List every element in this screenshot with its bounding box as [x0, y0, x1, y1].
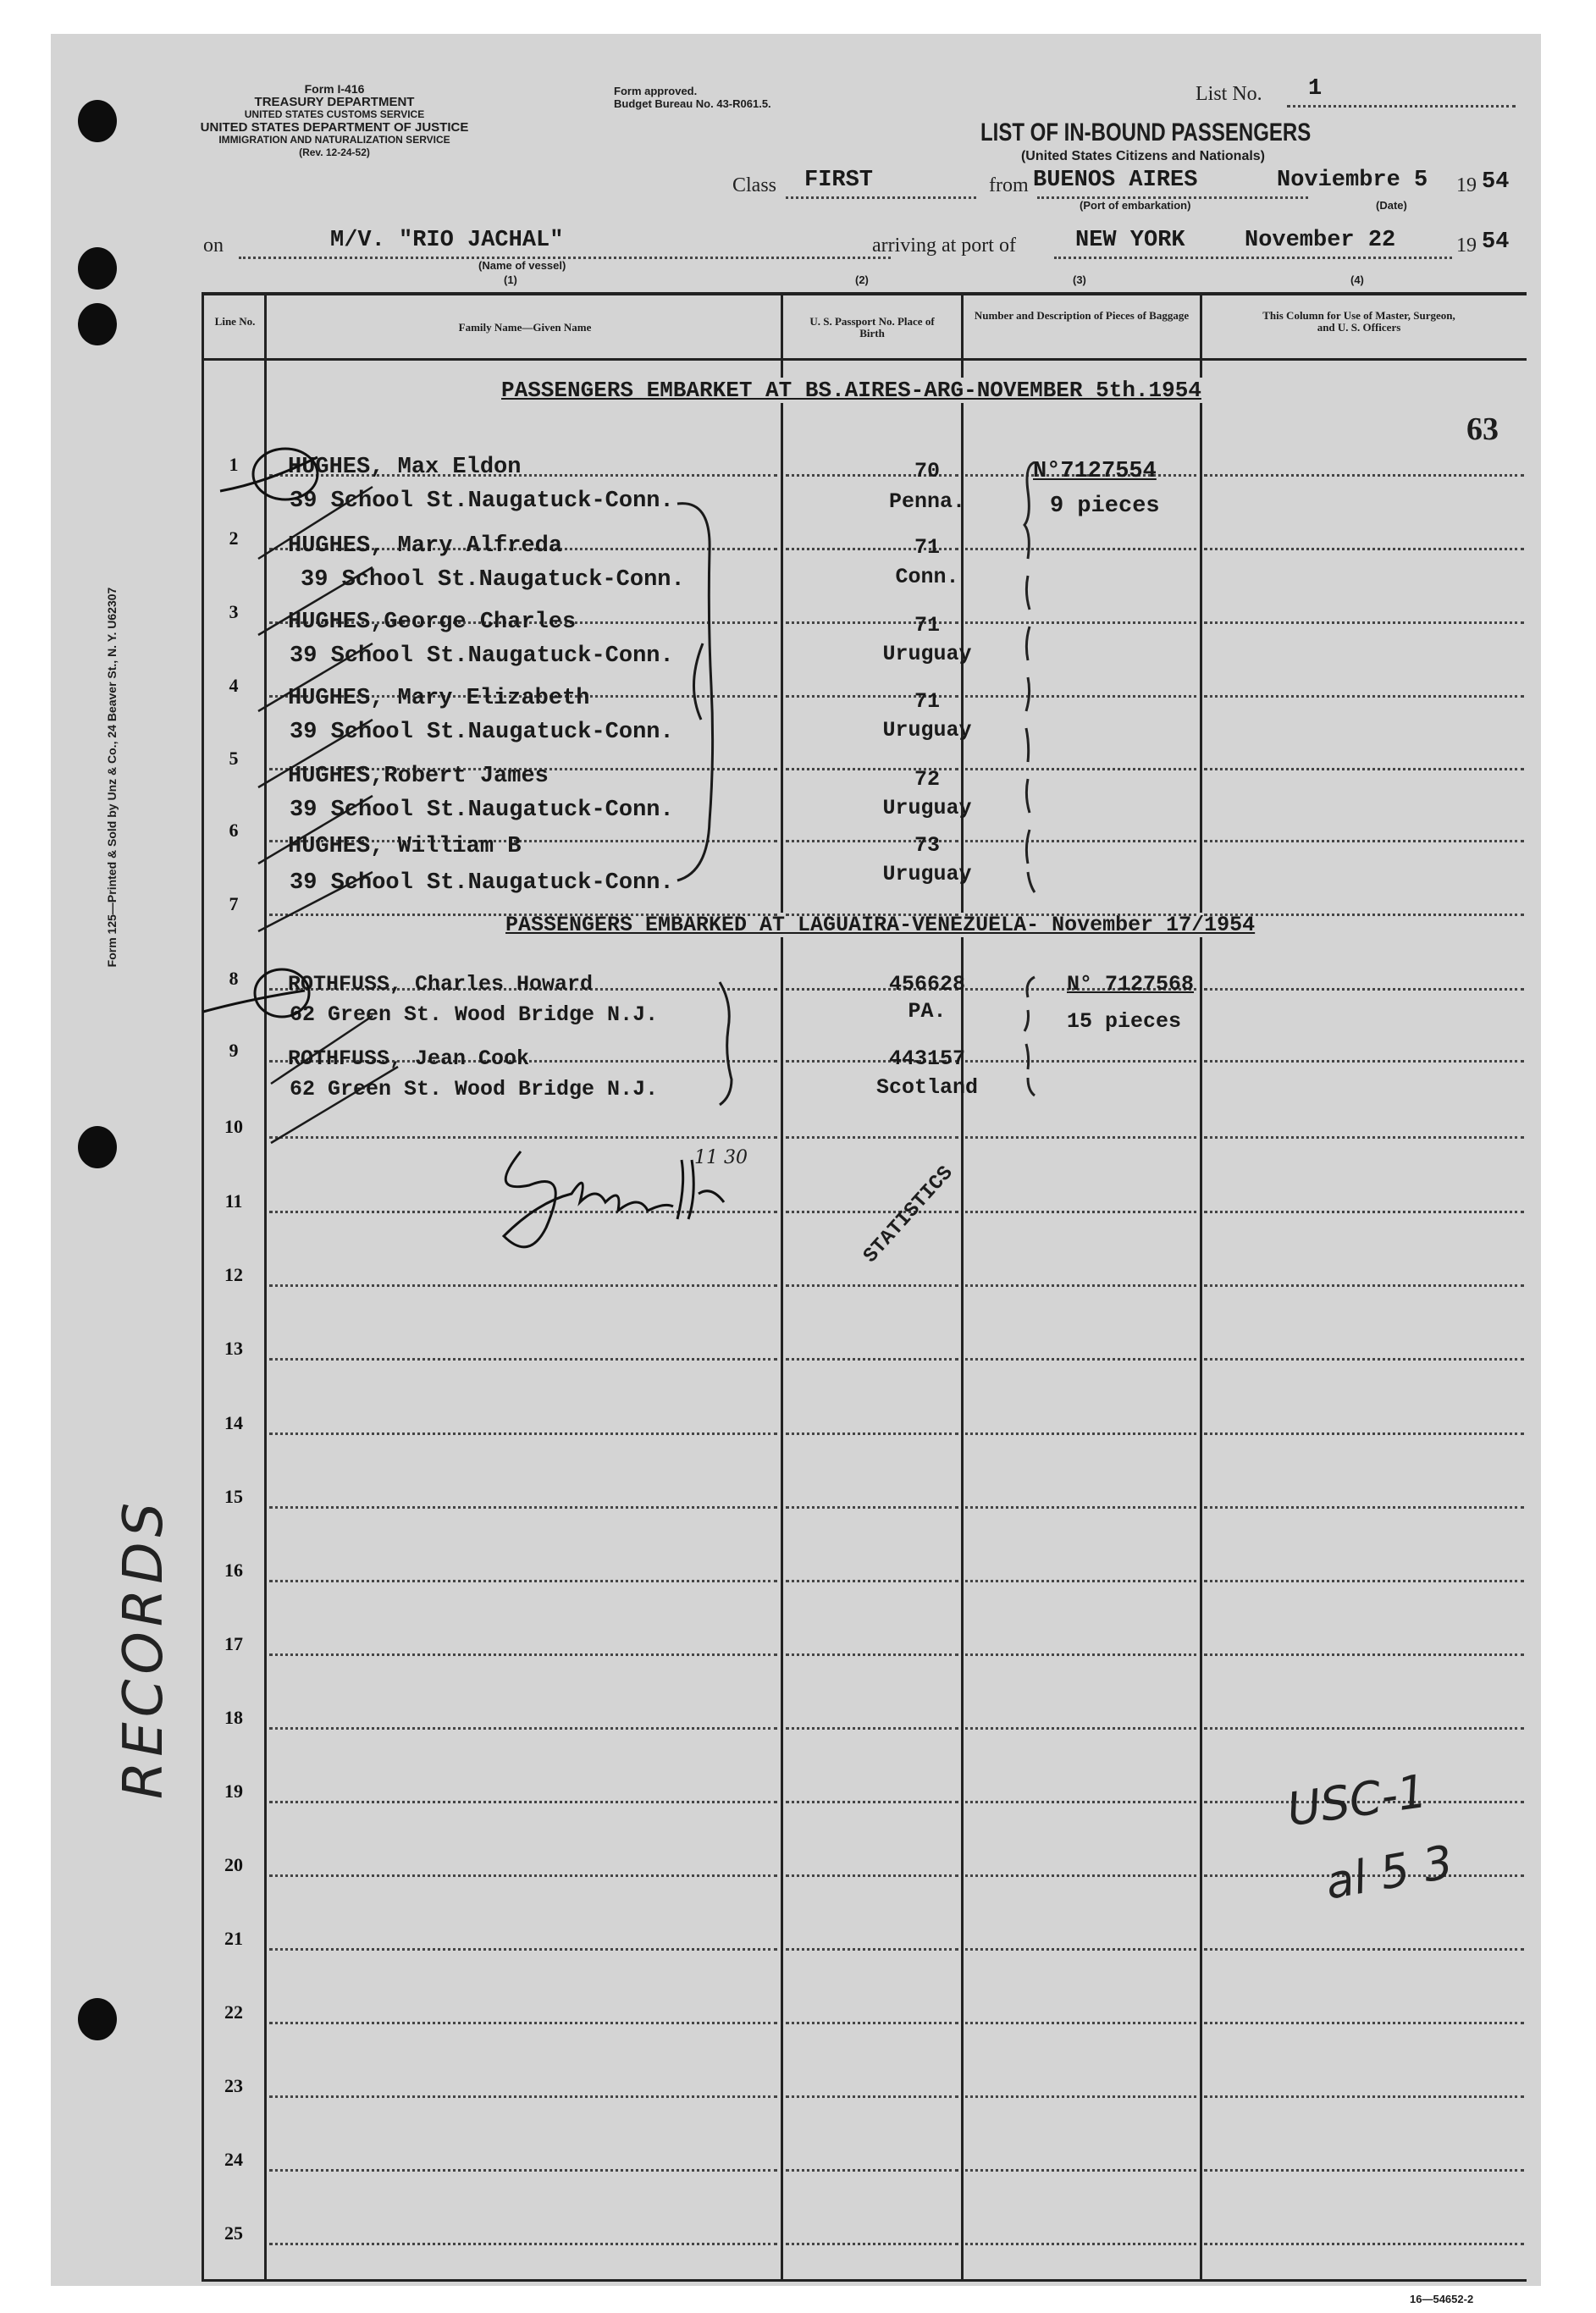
arrival-date: November 22 [1245, 228, 1396, 253]
class-value: FIRST [804, 168, 874, 193]
row-dotted-line [965, 1874, 1196, 1877]
list-no-value: 1 [1308, 76, 1323, 102]
row-dotted-line [965, 1284, 1196, 1287]
row-dotted-line [1204, 695, 1524, 698]
baggage-brace-2 [1016, 972, 1041, 1099]
row-dotted-line [1204, 1136, 1524, 1139]
baggage-1-number: N°7127554 [1033, 459, 1157, 484]
passenger-3-address: 39 School St.Naugatuck-Conn. [290, 643, 674, 669]
row-dotted-line [1204, 1727, 1524, 1730]
budget-bureau: Budget Bureau No. 43-R061.5. [614, 97, 771, 110]
line-number: 17 [224, 1633, 243, 1654]
punch-hole [78, 1998, 117, 2040]
year-prefix-2: 19 [1456, 235, 1477, 257]
passenger-5-name: HUGHES,Robert James [288, 764, 549, 789]
row-dotted-line [1204, 2022, 1524, 2024]
row-dotted-line [786, 1874, 958, 1877]
passenger-8-address: 62 Green St. Wood Bridge N.J. [290, 1077, 659, 1101]
row-dotted-line [965, 1801, 1196, 1803]
row-dotted-line [1204, 1433, 1524, 1435]
row-dotted-line [1204, 2243, 1524, 2245]
row-dotted-line [1204, 1580, 1524, 1582]
baggage-col-border [1200, 292, 1202, 2282]
baggage-brace-1 [1016, 457, 1041, 897]
baggage-2-number: N° 7127568 [1067, 972, 1195, 996]
row-dotted-line [269, 2243, 777, 2245]
row-dotted-line [1204, 1358, 1524, 1361]
form-number: Form I-416 [304, 82, 365, 96]
caption-2: (2) [855, 273, 869, 286]
caption-3: (3) [1073, 273, 1086, 286]
header-name: Family Name—Given Name [458, 321, 592, 334]
passenger-4-name: HUGHES, Mary Elizabeth [288, 686, 590, 711]
port-of-arrival: NEW YORK [1075, 228, 1185, 253]
line-number: 10 [224, 1116, 243, 1137]
row-dotted-line [786, 1433, 958, 1435]
passenger-2-name: HUGHES, Mary Alfreda [288, 533, 563, 559]
row-dotted-line [965, 1506, 1196, 1509]
handwritten-note-1: USC-1 [1284, 1764, 1430, 1837]
row-dotted-line [1204, 2095, 1524, 2098]
page-subtitle: (United States Citizens and Nationals) [1020, 149, 1266, 163]
row-dotted-line [269, 1653, 777, 1656]
passenger-5-address: 39 School St.Naugatuck-Conn. [290, 798, 674, 823]
family-brace-2 [703, 978, 754, 1113]
row-dotted-line [269, 2022, 777, 2024]
row-dotted-line [786, 2169, 958, 2172]
line-number: 18 [224, 1707, 243, 1728]
year-1: 54 [1482, 169, 1510, 195]
row-dotted-line [965, 1433, 1196, 1435]
passenger-7-birth: PA. [908, 999, 947, 1024]
row-dotted-line [1204, 1284, 1524, 1287]
row-dotted-line [965, 2243, 1196, 2245]
line-number: 13 [224, 1338, 243, 1359]
line-number: 20 [224, 1854, 243, 1875]
vessel-caption: (Name of vessel) [478, 259, 566, 272]
passenger-2-passport: 71 [914, 535, 940, 560]
row-dotted-line [269, 1727, 777, 1730]
line-number: 7 [229, 893, 239, 914]
date-caption: (Date) [1376, 199, 1407, 212]
name-col-border [781, 292, 783, 2282]
year-prefix-1: 19 [1456, 174, 1477, 196]
line-number: 25 [224, 2222, 243, 2244]
passenger-6-birth: Uruguay [882, 862, 972, 886]
row-dotted-line [965, 2169, 1196, 2172]
line-number: 6 [229, 820, 239, 841]
line-number: 2 [229, 527, 239, 549]
agency-block [195, 83, 474, 159]
customs-service: UNITED STATES CUSTOMS SERVICE [244, 108, 425, 120]
year-2: 54 [1482, 229, 1510, 255]
row-dotted-line [1204, 840, 1524, 842]
row-dotted-line [965, 1136, 1196, 1139]
row-dotted-line [786, 2095, 958, 2098]
row-dotted-line [786, 1358, 958, 1361]
section-header-1: PASSENGERS EMBARKET AT BS.AIRES-ARG-NOVEMBER 5th.1954 [501, 378, 1201, 403]
passenger-8-birth: Scotland [875, 1075, 979, 1100]
row-dotted-line [269, 1284, 777, 1287]
punch-hole [78, 1126, 117, 1168]
passport-col-border [961, 292, 964, 2282]
row-dotted-line [786, 2243, 958, 2245]
vessel-name: M/V. "RIO JACHAL" [330, 228, 564, 253]
line-number: 8 [229, 968, 239, 989]
line-number: 21 [224, 1928, 243, 1949]
row-dotted-line [269, 2095, 777, 2098]
passenger-4-address: 39 School St.Naugatuck-Conn. [290, 720, 674, 745]
row-dotted-line [1204, 474, 1524, 477]
header-line-no: Line No. [214, 315, 256, 328]
section-header-2: PASSENGERS EMBARKED AT LAGUAIRA-VENEZUELA- November 17/1954 [505, 913, 1256, 937]
line-number: 15 [224, 1486, 243, 1507]
line-number: 1 [229, 454, 239, 475]
row-dotted-line [786, 1506, 958, 1509]
revision: (Rev. 12-24-52) [299, 146, 370, 158]
passenger-4-passport: 71 [914, 689, 940, 714]
caption-4: (4) [1350, 273, 1364, 286]
passenger-2-address: 39 School St.Naugatuck-Conn. [301, 567, 685, 593]
passenger-1-passport: 70 [914, 459, 940, 483]
line-number: 3 [229, 601, 239, 622]
row-dotted-line [1204, 1948, 1524, 1951]
baggage-1-pieces: 9 pieces [1050, 494, 1160, 519]
baggage-2-pieces: 15 pieces [1067, 1009, 1182, 1034]
passenger-8-name: ROTHFUSS, Jean Cook [288, 1046, 530, 1071]
row-dotted-line [269, 1433, 777, 1435]
tick-marks [254, 474, 423, 1151]
line-number: 5 [229, 748, 239, 769]
row-dotted-line [269, 1948, 777, 1951]
caption-1: (1) [504, 273, 517, 286]
passenger-7-passport: 456628 [888, 972, 965, 996]
row-dotted-line [269, 1801, 777, 1803]
row-dotted-line [269, 1506, 777, 1509]
line-number: 23 [224, 2075, 243, 2096]
passenger-8-passport: 443157 [888, 1046, 965, 1071]
passenger-1-address: 39 School St.Naugatuck-Conn. [290, 489, 674, 514]
row-dotted-line [1204, 1060, 1524, 1063]
line-number: 19 [224, 1780, 243, 1802]
on-label: on [203, 235, 224, 257]
passenger-3-passport: 71 [914, 613, 940, 638]
line-number: 4 [229, 675, 239, 696]
from-label: from [989, 174, 1029, 196]
list-no-label: List No. [1196, 83, 1262, 105]
row-dotted-line [965, 2022, 1196, 2024]
passenger-6-address: 39 School St.Naugatuck-Conn. [290, 870, 674, 896]
arriving-line [1054, 257, 1452, 259]
treasury-dept: TREASURY DEPARTMENT [254, 95, 415, 109]
passenger-5-passport: 72 [914, 767, 940, 792]
row-dotted-line [786, 914, 958, 916]
table-header-border [202, 358, 1527, 361]
passenger-1-name: HUGHES, Max Eldon [288, 455, 522, 480]
row-dotted-line [269, 2169, 777, 2172]
passenger-4-birth: Uruguay [882, 718, 972, 742]
passenger-6-name: HUGHES, William B [288, 834, 522, 859]
passenger-3-birth: Uruguay [882, 642, 972, 666]
row-dotted-line [965, 914, 1196, 916]
row-dotted-line [786, 1727, 958, 1730]
row-dotted-line [786, 1136, 958, 1139]
margin-records: RECORDS [113, 1497, 175, 1800]
passenger-count: 63 [1466, 411, 1499, 447]
arriving-label: arriving at port of [872, 235, 1016, 257]
form-approved: Form approved. [614, 85, 698, 97]
line-number: 11 [224, 1190, 243, 1212]
approval-block [614, 85, 771, 110]
passenger-2-birth: Conn. [895, 565, 959, 589]
row-dotted-line [1204, 621, 1524, 624]
class-label: Class [732, 174, 777, 196]
table-bottom-border [202, 2279, 1527, 2282]
justice-dept: UNITED STATES DEPARTMENT OF JUSTICE [200, 120, 469, 135]
passenger-6-passport: 73 [914, 833, 940, 858]
row-dotted-line [786, 1211, 958, 1213]
line-number: 16 [224, 1559, 243, 1581]
line-number: 22 [224, 2001, 243, 2023]
punch-hole [78, 100, 117, 142]
line-number: 12 [224, 1264, 243, 1285]
from-value: BUENOS AIRES [1033, 168, 1198, 193]
port-embarkation-caption: (Port of embarkation) [1080, 199, 1191, 212]
signature-time: 11 30 [694, 1147, 748, 1168]
row-dotted-line [1204, 1653, 1524, 1656]
row-dotted-line [1204, 988, 1524, 991]
row-dotted-line [1204, 548, 1524, 550]
list-no-line [1287, 105, 1516, 108]
table-left-border [202, 292, 204, 2282]
line-number: 14 [224, 1412, 243, 1433]
passenger-7-name: ROTHFUSS, Charles Howard [288, 972, 594, 996]
row-dotted-line [786, 1653, 958, 1656]
punch-hole [78, 247, 117, 290]
row-dotted-line [965, 2095, 1196, 2098]
row-dotted-line [1204, 1211, 1524, 1213]
side-print: Form 125—Printed & Sold by Unz & Co., 24 Beaver St., N. Y. U62307 [105, 587, 119, 968]
row-dotted-line [1204, 2169, 1524, 2172]
family-brace [660, 500, 737, 889]
line-number: 24 [224, 2149, 243, 2170]
row-dotted-line [786, 1580, 958, 1582]
passenger-5-birth: Uruguay [882, 796, 972, 820]
row-dotted-line [786, 1948, 958, 1951]
ins-service: IMMIGRATION AND NATURALIZATION SERVICE [218, 134, 450, 146]
passenger-3-name: HUGHES,George Charles [288, 610, 577, 635]
row-dotted-line [965, 1211, 1196, 1213]
row-dotted-line [965, 1948, 1196, 1951]
handwritten-note-2: al 5 3 [1321, 1835, 1457, 1910]
header-baggage: Number and Description of Pieces of Baggage [974, 309, 1190, 322]
row-dotted-line [965, 1358, 1196, 1361]
statistics-stamp: STATISTICS [859, 1162, 958, 1268]
row-dotted-line [786, 1284, 958, 1287]
header-passport: U. S. Passport No. Place of Birth [809, 315, 935, 339]
row-dotted-line [965, 1727, 1196, 1730]
class-line [786, 196, 976, 199]
passenger-1-birth: Penna. [888, 489, 965, 514]
row-dotted-line [786, 1801, 958, 1803]
row-dotted-line [269, 1358, 777, 1361]
row-dotted-line [1204, 768, 1524, 770]
row-dotted-line [965, 1653, 1196, 1656]
row-dotted-line [786, 2022, 958, 2024]
row-dotted-line [1204, 914, 1524, 916]
passenger-7-address: 62 Green St. Wood Bridge N.J. [290, 1002, 659, 1027]
document-sheet [51, 34, 1541, 2305]
row-dotted-line [1204, 1506, 1524, 1509]
table-top-border [202, 292, 1527, 295]
line-number: 9 [229, 1040, 239, 1061]
header-officers: This Column for Use of Master, Surgeon, and U. S. Officers [1262, 309, 1455, 334]
punch-hole [78, 303, 117, 345]
row-dotted-line [965, 1580, 1196, 1582]
page-title: LIST OF IN-BOUND PASSENGERS [980, 119, 1312, 146]
row-dotted-line [269, 1874, 777, 1877]
footer-code: 16—54652-2 [1410, 2293, 1474, 2305]
date-value: Noviembre 5 [1277, 168, 1428, 193]
row-dotted-line [269, 1580, 777, 1582]
